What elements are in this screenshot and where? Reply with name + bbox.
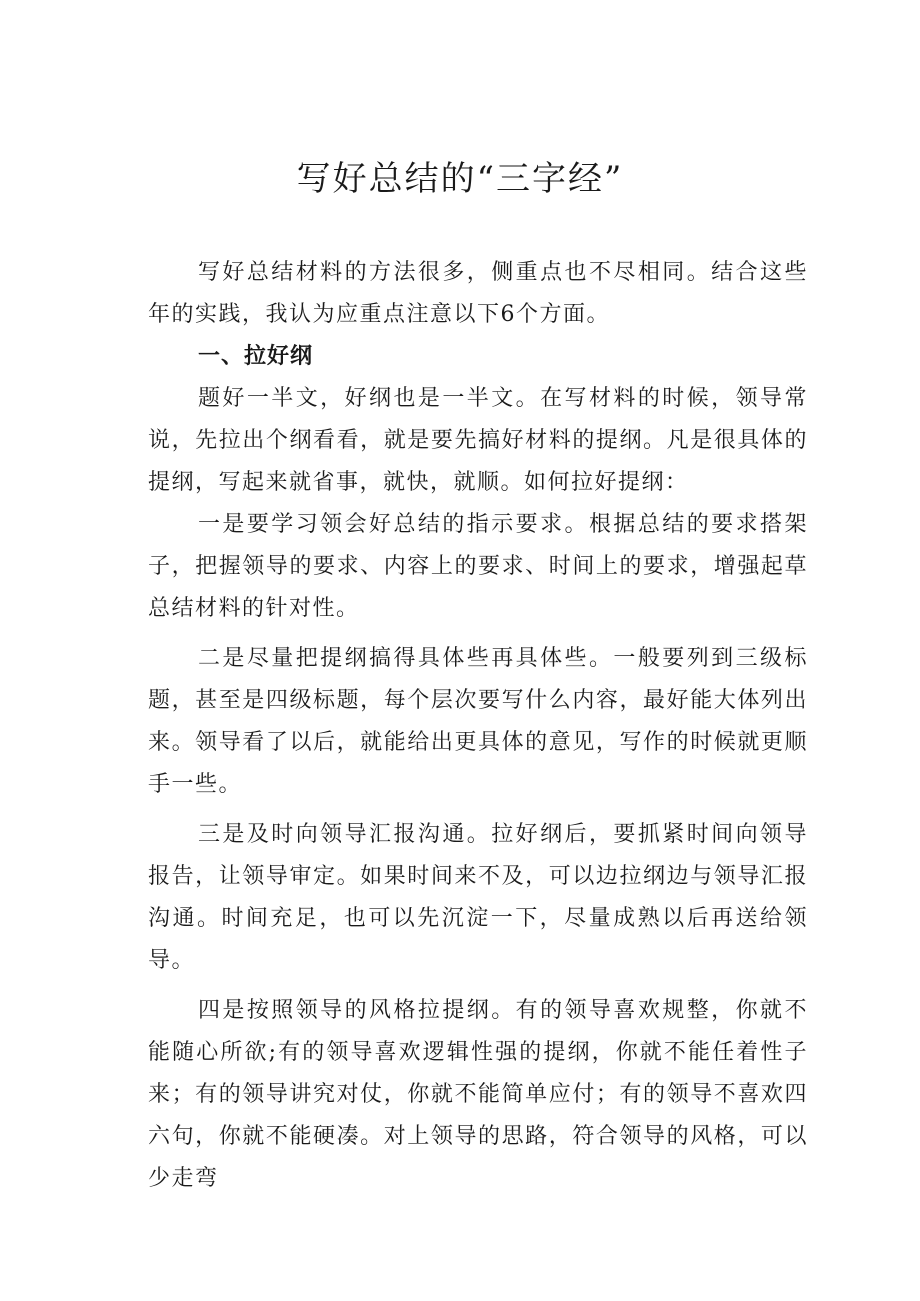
body-paragraph-4: 三是及时向领导汇报沟通。拉好纲后，要抓紧时间向领导报告，让领导审定。如果时间来不及，可以边拉纲边与领导汇报沟通。时间充足，也可以先沉淀一下，尽量成熟以后再送给领导。	[148, 822, 808, 973]
document-body	[148, 252, 808, 1200]
section-heading: 一、拉好纲	[198, 344, 314, 369]
body-paragraph-3: 二是尽量把提纲搞得具体些再具体些。一般要列到三级标题，甚至是四级标题，每个层次要写什么内容，最好能大体列出来。领导看了以后，就能给出更具体的意见，写作的时候就更顺手一些。	[148, 646, 808, 797]
body-paragraph-1: 题好一半文，好纲也是一半文。在写材料的时候，领导常说，先拉出个纲看看，就是要先搞好材料的提纲。凡是很具体的提纲，写起来就省事，就快，就顺。如何拉好提纲：	[148, 386, 808, 495]
intro-paragraph: 写好总结材料的方法很多，侧重点也不尽相同。结合这些年的实践，我认为应重点注意以下6个方面。	[148, 260, 808, 327]
document-title: 写好总结的“三字经”	[296, 159, 624, 199]
body-paragraph-5: 四是按照领导的风格拉提纲。有的领导喜欢规整，你就不能随心所欲;有的领导喜欢逻辑性强的提纲，你就不能任着性子来；有的领导讲究对仗，你就不能简单应付；有的领导不喜欢四六句，你就不能硬凑。对上领导的思路，符合领导的风格，可以少走弯	[148, 998, 808, 1191]
body-paragraph-2: 一是要学习领会好总结的指示要求。根据总结的要求搭架子，把握领导的要求、内容上的要求、时间上的要求，增强起草总结材料的针对性。	[148, 512, 808, 621]
